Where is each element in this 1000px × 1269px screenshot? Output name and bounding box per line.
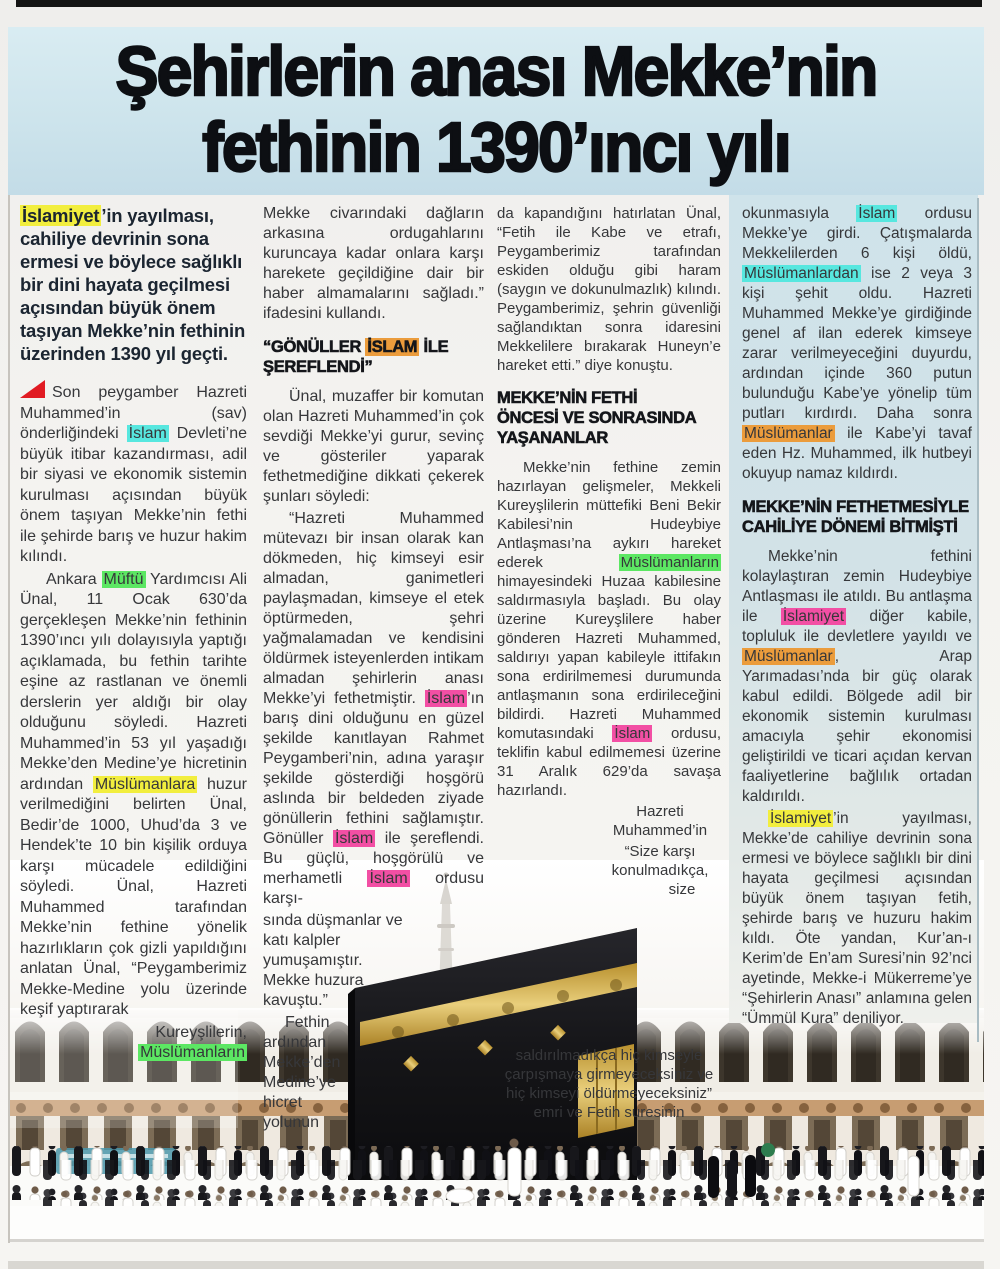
- highlight-yellow: İslamiyet: [770, 810, 832, 827]
- text-wrap-around-photo: [497, 802, 721, 1124]
- highlight-cyan: İslam: [128, 425, 167, 442]
- subhead-mekke-fethi: MEKKE’NİN FETHİ ÖNCESİ VE SONRASINDA YAŞANANLAR: [497, 389, 696, 447]
- highlight-pink: İslam: [369, 870, 408, 887]
- paragraph: “Hazreti Muhammed mütevazı bir insan olarak kan dökmeden, hiç kimseyi esir almadan, ganimetleri paylaşmadan, kimseye el etek öptürmeden, şehri yağmalamadan ve kendisini öldürmek isteyenlerden intikam almadan şehirlerin anası Mekke’yi fethetmiştir. İslam ’ın barış dini olduğunu en güzel şekilde kanıtlayan Rahmet Peygamberi’nin, adına yaraşır şekilde gösterdiği hoşgörü aslında bir beldeden ziyade gönüllerin fethini sağlamıştır. Gönüller İslam ile şereflendi. Bu güçlü, hoşgörülü ve merhametli İslam ordusu karşı-: [263, 510, 485, 907]
- subhead-gonuller-islam: “GÖNÜLLER İSLAM İLE ŞEREFLENDİ”: [263, 338, 449, 376]
- intro-paragraph: İslamiyet ’in yayılması, cahiliye devrinin sona ermesi ve böylece sağlıklı bir dini hayata geçilmesi açısından büyük önem taşıyan Mekke’nin fethinin üzerinden 1390 yıl geçti.: [20, 205, 246, 364]
- article-column-2: [263, 204, 484, 1141]
- paragraph: Ünal, muzaffer bir komutan olan Hazreti Muhammed’in çok sevdiği Mekke’yi gurur, sevinç ve gösteriler yaparak fethetmediğine dikkati çekerek şunları söyledi:: [263, 388, 484, 505]
- highlight-cyan: Müslümanlardan: [744, 265, 859, 282]
- paragraph: Fethin ardından Mekke’den Medine’ye hicret yolunun: [263, 1014, 341, 1131]
- photo-bottom-edge: [8, 1239, 984, 1242]
- page-right-edge: [977, 198, 979, 1042]
- headline-line-1: Şehirlerin anası Mekke’nin: [115, 32, 877, 110]
- highlight-cyan: İslam: [858, 205, 896, 222]
- highlight-pink: İslam: [614, 725, 651, 742]
- paragraph: sında düşmanlar ve katı kalpler yumuşamıştır. Mekke huzura kavuştu.”: [263, 912, 403, 1009]
- headline-line-2: fethinin 1390’ıncı yılı: [202, 108, 790, 186]
- highlight-orange: Müslümanlar: [744, 425, 833, 442]
- highlight-pink: İslam: [426, 690, 466, 707]
- paragraph: Mekke’nin fethine zemin hazırlayan gelişmeler, Mekkeli Kureyşlilerin müttefiki Beni Bekir Kabilesi’nin Hudeybiye Antlaşması’na aykırı hareket ederek Müslümanların himayesindeki Huzaa kabilesine saldırmasıyla başladı. Bu olay üzerine Kureyşlilere haber gönderen Hazreti Muhammed, saldırıyı yapan kabileyle ittifakın sona erdirilmemesi durumunda antlaşmanın sona erdirileceğini bildirdi. Hazreti Muhammed komutasındaki İslam ordusu, teklifin kabul edilmemesi üzerine 31 Aralık 629’da savaşa hazırlandı.: [497, 459, 721, 799]
- highlight-green: Müftü: [103, 570, 144, 588]
- paragraph: Mekke civarındaki dağların arkasına ordugahlarını kuruncaya kadar onlara karşı harekete geçildiğine dair bir haber almamalarını sağladı.” ifadesini kullandı.: [263, 205, 484, 322]
- paragraph: da kapandığını hatırlatan Ünal, “Fetih ile Kabe ve etrafı, Peygamberimiz tarafından eskiden olduğu gibi haram (saygın ve dokunulmazlık) kılındı. Peygamberimiz, şehrin güvenliği sağlandıktan sonra idaresini Mekkelilere bırakarak Huneyn’e hareket etti.” diye konuştu.: [497, 205, 721, 374]
- wrap-spacer: [352, 1031, 484, 1141]
- paragraph: Hazreti Muhammed’in: [612, 803, 708, 839]
- highlight-pink: İslam: [334, 830, 374, 847]
- article-headline: [8, 33, 984, 185]
- paragraph: “Size karşı konulmadıkça, size saldırılmadıkça hiç kimseyle çarpışmaya girmeyeceksiniz ve hiç kimseyi öldürmeyeceksiniz” emri ve Fetih suresinin: [504, 843, 714, 1121]
- page-bottom-remnant: [8, 1261, 984, 1269]
- pilgrims-crowd: [8, 1139, 984, 1243]
- article-column-1: [20, 204, 247, 1066]
- highlight-green: Müslümanların: [620, 554, 719, 571]
- paragraph: Ankara Müftü Yardımcısı Ali Ünal, 11 Ocak 630’da gerçekleşen Mekke’nin fethinin 1390’ıncı yılı dolayısıyla yaptığı açıklamada, bu fethin tarihte eşine az rastlanan ve önemli derslerin yer aldığı bir olay olduğunu söyledi. Hazreti Muhammed’in 53 yıl yaşadığı Mekke’den Medine’ye hicretinin ardından Müslümanlara huzur verilmediğini belirten Ünal, Bedir’de 1000, Uhud’da 3 ve Hendek’te 10 bin kişilik orduya karşı mücadele edildiğini söyledi. Ünal, Hazreti Muhammed tarafından Mekke’nin fethine yönelik hazırlıkların çok gizli yapıldığını anlatan Ünal, “Peygamberimiz Mekke-Medine yolu üzerinde keşif yaptırarak: [20, 570, 247, 1018]
- page-top-rule: [16, 0, 982, 7]
- highlight-orange: Müslümanlar: [744, 648, 833, 665]
- red-triangle-icon: [20, 380, 45, 398]
- article-column-3: [497, 204, 721, 1124]
- article-column-4: [742, 204, 972, 1031]
- paragraph: Mekke’nin fethini kolaylaştıran zemin Hudeybiye Antlaşması ile atıldı. Bu antlaşma ile İslamiyet diğer kabile, topluluk ile devletlere yayıldı ve Müslümanlar , Arap Yarımadası’nda bir güç olarak kabul edildi. Bölgede adil bir ekonomik sistemin kurulması amacıyla şehir ekonomisi geliştirildi ve ticari açıdan kervan faaliyetlerine bağlılık ortadan kaldırıldı.: [742, 548, 972, 805]
- page-left-edge: [8, 195, 10, 1243]
- highlight-orange: İSLAM: [367, 338, 418, 356]
- text-wrap-around-photo: [263, 911, 484, 1141]
- wrap-spacer: [414, 931, 484, 1031]
- wrap-spacer: [497, 876, 599, 896]
- wrap-spacer: [497, 896, 643, 1046]
- highlight-pink: İslamiyet: [782, 608, 845, 625]
- highlight-green: Müslümanların: [140, 1044, 245, 1061]
- paragraph: İslamiyet ’in yayılması, Mekke’de cahiliye devrinin sona ermesi ve böylece sağlıklı bir dini hayata geçilmesi açısından büyük önem taşıyan fetih, şehirde barış ve huzuru hakim kıldı. Öte yandan, Kur’an-ı Kerim’de En’am Suresi’nin 92’nci ayetinde, Mekke-i Mükerreme’ye “Şehirlerin Anası” anlamına gelen “Ümmül Kura” deniliyor.: [742, 810, 972, 1027]
- subhead-cahiliye-donemi: MEKKE’NİN FETHETMESİYLE CAHİLİYE DÖNEMİ BİTMİŞTİ: [742, 498, 969, 536]
- paragraph-text: Son peygamber Hazreti Muhammed’in (sav) önderliğindeki İslam Devleti’ne büyük itibar kazandırması, adil bir siyasi ve ekonomik sistemin kurulması açısından büyük önem taşıyan Mekke’nin fethi ile şehirde barış ve huzur hakim kılındı.: [20, 384, 247, 565]
- headline-box: [8, 27, 984, 195]
- paragraph: Kureyşlilerin, Müslümanların: [140, 1023, 247, 1061]
- highlight-yellow: İslamiyet: [22, 205, 100, 226]
- paragraph: [20, 380, 247, 568]
- highlight-yellow: Müslümanlara: [94, 775, 196, 793]
- paragraph: okunmasıyla İslam ordusu Mekke’ye girdi. Çatışmalarda Mekkelilerden 6 kişi öldü, Müslümanlardan ise 2 veya 3 kişi şehit oldu. Hazreti Muhammed Mekke’ye girdiğinde genel af ilan ederek kimseye zarar verilmeyeceğini duyurdu, ardından içinde 360 putun bulunduğu Kabe’ye yönelip tüm putları kırdırdı. Daha sonra Müslümanlar ile Kabe’yi tavaf eden Hz. Muhammed, ilk hutbeyi okuyup namaz kıldırdı.: [742, 205, 972, 482]
